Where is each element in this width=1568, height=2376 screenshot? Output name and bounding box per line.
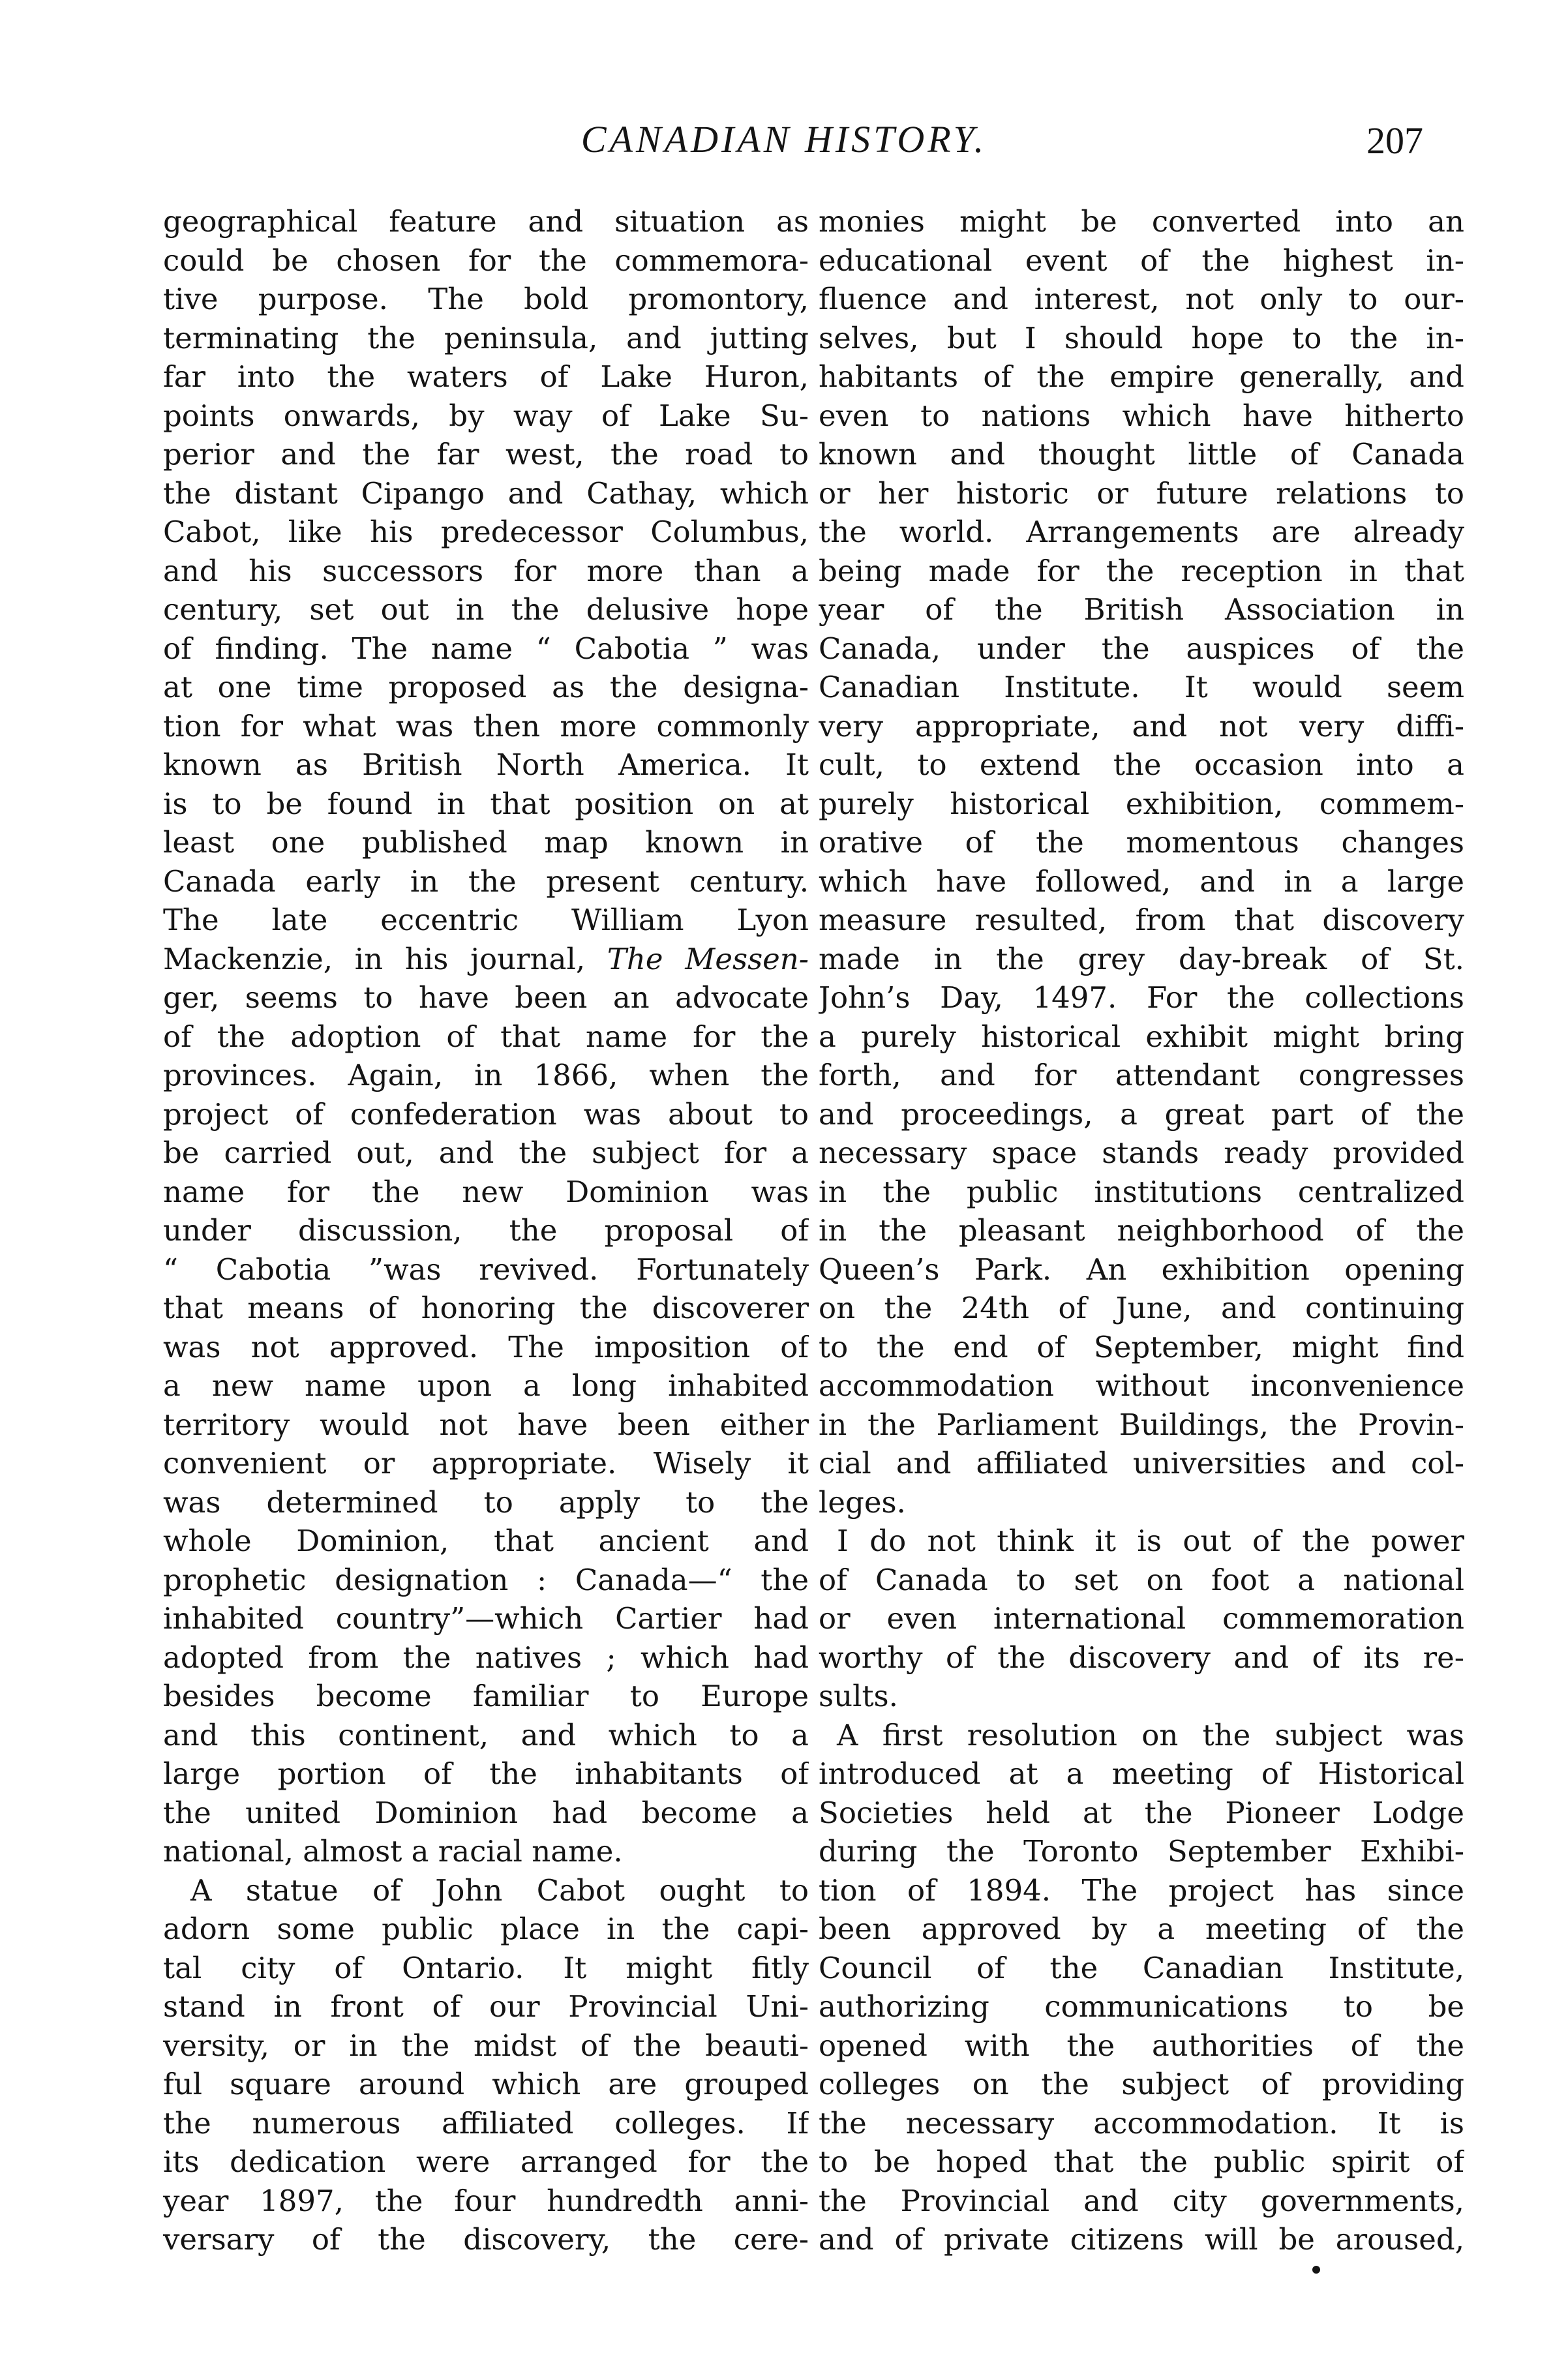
text-line: I do not think it is out of the power [837, 1524, 1464, 1558]
text-line: provinces. Again, in 1866, when the [163, 1058, 809, 1092]
text-line: opened with the authorities of the [819, 2028, 1464, 2063]
text-line-with-italic [163, 940, 809, 979]
text-line: convenient or appropriate. Wisely it [163, 1446, 809, 1481]
text-line: and his successors for more than a [163, 553, 809, 588]
text-line: or even international commemoration [819, 1601, 1464, 1636]
text-line: the world. Arrangements are already [819, 515, 1464, 549]
text-line: of finding. The name “ Cabotia ” was [163, 631, 809, 666]
text-line: tive purpose. The bold promontory, [163, 282, 809, 316]
text-line: in the pleasant neighborhood of the [819, 1213, 1464, 1248]
text-line: far into the waters of Lake Huron, [163, 359, 809, 394]
text-line: Canada, under the auspices of the [819, 631, 1464, 666]
text-line: Canada early in the present century. [163, 864, 809, 899]
text-line: the necessary accommodation. It is [819, 2105, 1464, 2141]
text-line: during the Toronto September Exhibi- [819, 1834, 1464, 1869]
text-line: besides become familiar to Europe [163, 1679, 809, 1713]
page-header [0, 117, 1568, 170]
text-line: known as British North America. It [163, 747, 809, 782]
text-line: could be chosen for the commemora- [163, 243, 809, 278]
text-line: a purely historical exhibit might bring [819, 1019, 1464, 1054]
text-line: project of confederation was about to [163, 1096, 809, 1132]
text-line: leges. [819, 1484, 906, 1520]
text-line: habitants of the empire generally, and [819, 359, 1464, 394]
text-line: its dedication were arranged for the [163, 2144, 809, 2179]
text-line: national, almost a racial name. [163, 1834, 623, 1869]
text-line: least one published map known in [163, 825, 809, 860]
text-line-lead: Mackenzie, in his journal, [163, 941, 586, 976]
text-line: adorn some public place in the capi- [163, 1912, 809, 1946]
text-line: being made for the reception in that [819, 553, 1464, 588]
text-line: tal city of Ontario. It might fitly [163, 1950, 809, 1985]
text-line: of Canada to set on foot a national [819, 1562, 1464, 1597]
text-line: to be hoped that the public spirit of [819, 2144, 1464, 2179]
text-line: Societies held at the Pioneer Lodge [819, 1795, 1464, 1830]
text-line: in the Parliament Buildings, the Provin- [819, 1407, 1464, 1442]
text-line: the Provincial and city governments, [819, 2183, 1464, 2218]
text-line: and of private citizens will be aroused, [819, 2222, 1464, 2257]
text-line: was determined to apply to the [163, 1484, 809, 1520]
text-line: orative of the momentous changes [819, 825, 1464, 860]
text-line: under discussion, the proposal of [163, 1213, 809, 1248]
journal-title-italic: The Messen- [607, 941, 809, 976]
text-line: monies might be converted into an [819, 204, 1464, 239]
page-number: 207 [1366, 119, 1423, 162]
text-line: colleges on the subject of providing [819, 2067, 1464, 2101]
printer-mark-dot [1312, 2266, 1320, 2274]
text-line: points onwards, by way of Lake Su- [163, 398, 809, 433]
text-line: of the adoption of that name for the [163, 1019, 809, 1054]
text-line: Canadian Institute. It would seem [819, 670, 1464, 704]
text-line: perior and the far west, the road to [163, 437, 809, 472]
text-line: year 1897, the four hundredth anni- [163, 2183, 809, 2218]
text-line: Council of the Canadian Institute, [819, 1950, 1464, 1985]
text-line: year of the British Association in [819, 592, 1464, 627]
text-line: authorizing communications to be [819, 1989, 1464, 2024]
text-line: A first resolution on the subject was [837, 1717, 1464, 1752]
text-line: tion for what was then more commonly [163, 708, 809, 744]
text-line: been approved by a meeting of the [819, 1912, 1464, 1946]
text-line: large portion of the inhabitants of [163, 1756, 809, 1791]
running-title: CANADIAN HISTORY. [580, 118, 988, 160]
text-line: educational event of the highest in- [819, 243, 1464, 278]
text-line: cult, to extend the occasion into a [819, 747, 1464, 782]
text-line: geographical feature and situation as [163, 204, 809, 239]
text-line: is to be found in that position on at [163, 786, 809, 821]
text-line: “ Cabotia ”was revived. Fortunately [163, 1252, 809, 1287]
text-line: a new name upon a long inhabited [163, 1368, 809, 1403]
text-line: ful square around which are grouped [163, 2067, 809, 2101]
text-line: versity, or in the midst of the beauti- [163, 2028, 809, 2063]
text-line: selves, but I should hope to the in- [819, 320, 1464, 355]
text-line: and this continent, and which to a [163, 1717, 809, 1752]
text-line: territory would not have been either [163, 1407, 809, 1442]
text-line: prophetic designation : Canada—“ the [163, 1562, 809, 1597]
text-line: The late eccentric William Lyon [163, 903, 809, 937]
text-line: be carried out, and the subject for a [163, 1135, 809, 1170]
text-line: in the public institutions centralized [819, 1174, 1464, 1209]
text-line: worthy of the discovery and of its re- [819, 1640, 1464, 1675]
text-line: Cabot, like his predecessor Columbus, [163, 515, 809, 549]
text-line: even to nations which have hitherto [819, 398, 1464, 433]
text-line: the united Dominion had become a [163, 1795, 809, 1830]
text-line: John’s Day, 1497. For the collections [819, 980, 1464, 1015]
text-line: sults. [819, 1679, 898, 1713]
text-line: to the end of September, might find [819, 1329, 1464, 1364]
text-line: A statue of John Cabot ought to [190, 1872, 809, 1908]
text-line: accommodation without inconvenience [819, 1368, 1464, 1403]
text-line: or her historic or future relations to [819, 475, 1464, 511]
text-line: known and thought little of Canada [819, 437, 1464, 472]
text-line: cial and affiliated universities and col- [819, 1446, 1464, 1481]
text-line: inhabited country”—which Cartier had [163, 1601, 809, 1636]
text-line: versary of the discovery, the cere- [163, 2222, 809, 2257]
text-line: which have followed, and in a large [819, 864, 1464, 899]
text-line: stand in front of our Provincial Uni- [163, 1989, 809, 2024]
text-line: measure resulted, from that discovery [819, 903, 1464, 937]
text-line: made in the grey day-break of St. [819, 941, 1464, 976]
text-line: whole Dominion, that ancient and [163, 1524, 809, 1558]
text-line: terminating the peninsula, and jutting [163, 320, 809, 355]
text-line: ger, seems to have been an advocate [163, 980, 809, 1015]
text-line: at one time proposed as the designa- [163, 670, 809, 704]
text-line: that means of honoring the discoverer [163, 1291, 809, 1325]
text-line: purely historical exhibition, commem- [819, 786, 1464, 821]
text-line: fluence and interest, not only to our- [819, 282, 1464, 316]
text-line: forth, and for attendant congresses [819, 1058, 1464, 1092]
text-line: name for the new Dominion was [163, 1174, 809, 1209]
text-line: on the 24th of June, and continuing [819, 1291, 1464, 1325]
left-column [163, 202, 809, 2259]
text-line: adopted from the natives ; which had [163, 1640, 809, 1675]
text-line: was not approved. The imposition of [163, 1329, 809, 1364]
text-line: very appropriate, and not very diffi- [819, 708, 1464, 744]
text-line: the numerous affiliated colleges. If [163, 2105, 809, 2141]
right-column [819, 202, 1464, 2259]
text-line: the distant Cipango and Cathay, which [163, 475, 809, 511]
text-line: necessary space stands ready provided [819, 1135, 1464, 1170]
text-line: century, set out in the delusive hope [163, 592, 809, 627]
text-line: tion of 1894. The project has since [819, 1872, 1464, 1908]
text-line: and proceedings, a great part of the [819, 1096, 1464, 1132]
text-line: Queen’s Park. An exhibition opening [819, 1252, 1464, 1287]
text-line: introduced at a meeting of Historical [819, 1756, 1464, 1791]
